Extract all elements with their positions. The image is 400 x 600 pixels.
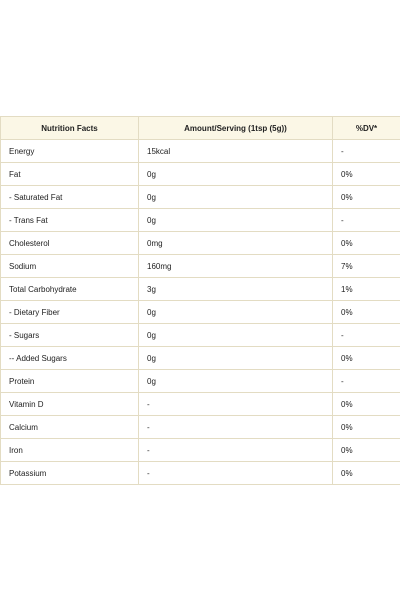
nutrient-name: - Saturated Fat bbox=[1, 186, 139, 209]
nutrient-amount: 0g bbox=[139, 301, 333, 324]
nutrient-amount: 0g bbox=[139, 163, 333, 186]
nutrient-daily-value: 0% bbox=[333, 416, 400, 439]
table-row bbox=[1, 232, 400, 255]
table-row bbox=[1, 163, 400, 186]
nutrient-amount: 3g bbox=[139, 278, 333, 301]
nutrient-daily-value: 0% bbox=[333, 439, 400, 462]
nutrient-name: Protein bbox=[1, 370, 139, 393]
nutrient-name: - Sugars bbox=[1, 324, 139, 347]
table-row bbox=[1, 416, 400, 439]
header-nutrient: Nutrition Facts bbox=[1, 117, 139, 140]
nutrient-name: Potassium bbox=[1, 462, 139, 485]
nutrient-name: Sodium bbox=[1, 255, 139, 278]
nutrient-amount: - bbox=[139, 462, 333, 485]
nutrition-facts-table bbox=[0, 116, 400, 485]
nutrient-name: Cholesterol bbox=[1, 232, 139, 255]
nutrient-daily-value: - bbox=[333, 370, 400, 393]
table-header bbox=[1, 117, 400, 140]
table-row bbox=[1, 278, 400, 301]
table-row bbox=[1, 347, 400, 370]
nutrient-amount: 0g bbox=[139, 186, 333, 209]
table-row bbox=[1, 209, 400, 232]
nutrient-daily-value: 0% bbox=[333, 163, 400, 186]
nutrient-amount: - bbox=[139, 416, 333, 439]
table-row bbox=[1, 370, 400, 393]
nutrient-amount: 0g bbox=[139, 209, 333, 232]
header-amount-serving: Amount/Serving (1tsp (5g)) bbox=[139, 117, 333, 140]
nutrient-name: Calcium bbox=[1, 416, 139, 439]
nutrient-name: Total Carbohydrate bbox=[1, 278, 139, 301]
table-body bbox=[1, 140, 400, 485]
table-row bbox=[1, 301, 400, 324]
nutrient-amount: - bbox=[139, 393, 333, 416]
nutrient-daily-value: 7% bbox=[333, 255, 400, 278]
nutrient-daily-value: - bbox=[333, 209, 400, 232]
nutrient-name: Iron bbox=[1, 439, 139, 462]
nutrient-daily-value: 0% bbox=[333, 186, 400, 209]
nutrient-daily-value: 0% bbox=[333, 462, 400, 485]
nutrient-name: - Dietary Fiber bbox=[1, 301, 139, 324]
nutrient-daily-value: - bbox=[333, 324, 400, 347]
nutrient-daily-value: 0% bbox=[333, 301, 400, 324]
nutrient-amount: 160mg bbox=[139, 255, 333, 278]
nutrient-daily-value: 0% bbox=[333, 393, 400, 416]
nutrient-name: Vitamin D bbox=[1, 393, 139, 416]
header-row bbox=[1, 117, 400, 140]
nutrient-name: - Trans Fat bbox=[1, 209, 139, 232]
nutrient-name: Energy bbox=[1, 140, 139, 163]
nutrient-amount: 0g bbox=[139, 370, 333, 393]
nutrient-amount: 0g bbox=[139, 324, 333, 347]
nutrient-amount: 15kcal bbox=[139, 140, 333, 163]
header-daily-value: %DV* bbox=[333, 117, 400, 140]
nutrient-amount: - bbox=[139, 439, 333, 462]
nutrient-name: -- Added Sugars bbox=[1, 347, 139, 370]
table-row bbox=[1, 462, 400, 485]
table-row bbox=[1, 140, 400, 163]
nutrient-daily-value: - bbox=[333, 140, 400, 163]
table-row bbox=[1, 186, 400, 209]
nutrient-amount: 0g bbox=[139, 347, 333, 370]
table-row bbox=[1, 393, 400, 416]
nutrient-daily-value: 1% bbox=[333, 278, 400, 301]
table-row bbox=[1, 324, 400, 347]
nutrient-daily-value: 0% bbox=[333, 232, 400, 255]
nutrient-amount: 0mg bbox=[139, 232, 333, 255]
table-row bbox=[1, 255, 400, 278]
table-row bbox=[1, 439, 400, 462]
nutrient-daily-value: 0% bbox=[333, 347, 400, 370]
nutrient-name: Fat bbox=[1, 163, 139, 186]
